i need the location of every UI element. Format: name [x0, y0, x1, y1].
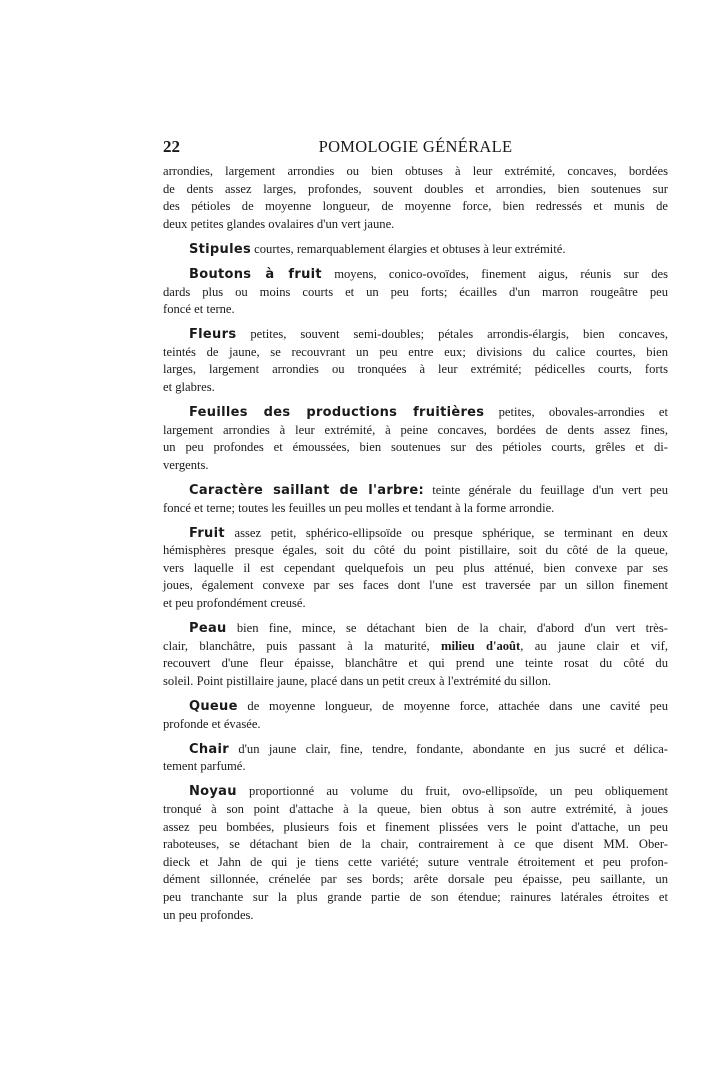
emphasis-text: milieu d'août: [441, 638, 521, 653]
text-line: un peu profondes et émoussées, bien soutenues sur des pétioles courts, grêles et di-: [163, 440, 668, 455]
text-line: recouvert d'une fleur épaisse, blanchâtre et qui prend une teinte rosat du côté du: [163, 656, 668, 671]
text-line: clair, blanchâtre, puis passant à la maturité, milieu d'août, au jaune clair et vif,: [163, 638, 668, 653]
paragraph: [163, 163, 668, 233]
paragraph: [163, 620, 668, 690]
text-line: Chair d'un jaune clair, fine, tendre, fondante, abondante en jus sucré et délica-: [189, 741, 668, 757]
text-line: peu tranchante sur la plus grande partie de son étendue; rainures latérales étroites et: [163, 889, 668, 904]
text-line: Caractère saillant de l'arbre: teinte générale du feuillage d'un vert peu: [189, 483, 668, 498]
text-line: larges, largement arrondies ou tronquées à leur extrémité; pédicelles courts, forts: [163, 362, 668, 377]
section-lead-term: Fleurs: [189, 327, 237, 343]
text-line: un peu profondes.: [163, 907, 254, 922]
text-line: Boutons à fruit moyens, conico-ovoïdes, finement aigus, réunis sur des: [189, 266, 668, 282]
section-lead-term: Noyau: [189, 784, 237, 800]
text-line: vers laquelle il est cependant quelquefois un peu plus atténué, bien convexe par ses: [163, 560, 668, 575]
text-line: Peau bien fine, mince, se détachant bien de la chair, d'abord d'un vert très-: [189, 621, 668, 637]
page-number: 22: [163, 137, 180, 156]
text-line: Queue de moyenne longueur, de moyenne force, attachée dans une cavité peu: [189, 699, 668, 715]
text-line: tement parfumé.: [163, 759, 246, 774]
text-line: dément sillonnée, crénelée par ses bords; arête dorsale peu épaisse, peu saillante, un: [163, 872, 668, 887]
text-line: dards plus ou moins courts et un peu forts; écailles d'un marron rougeâtre peu: [163, 284, 668, 299]
text-line: assez peu bombées, plusieurs fois et finement plissées vers le point d'attache, un peu: [163, 819, 668, 834]
text-line: Feuilles des productions fruitières petites, obovales-arrondies et: [189, 405, 668, 421]
paragraph: [163, 326, 668, 396]
paragraph: [163, 482, 668, 517]
text-line: Noyau proportionné au volume du fruit, ovo-ellipsoïde, un peu obliquement: [189, 784, 668, 800]
text-line: arrondies, largement arrondies ou bien obtuses à leur extrémité, concaves, bordées: [163, 164, 668, 178]
running-title: POMOLOGIE GÉNÉRALE: [318, 137, 513, 156]
section-lead-term: Boutons à fruit: [189, 266, 322, 282]
text-line: teintés de jaune, se recouvrant un peu entre eux; divisions du calice courtes, bien: [163, 344, 668, 359]
section-lead-term: Caractère saillant de l'arbre:: [189, 483, 424, 498]
text-line: et peu profondément creusé.: [163, 596, 306, 611]
text-line: de dents assez larges, profondes, souvent doubles et arrondies, bien soutenues sur: [163, 181, 668, 196]
text-line: vergents.: [163, 457, 209, 472]
text-line: raboteuses, se détachant bien de la chair, contrairement à ce que disent MM. Ober-: [163, 837, 668, 852]
paragraph: [163, 266, 668, 319]
paragraph: [163, 698, 668, 733]
text-line: soleil. Point pistillaire jaune, placé dans un petit creux à l'extrémité du sillon.: [163, 673, 552, 688]
text-line: Fruit assez petit, sphérico-ellipsoïde ou presque sphérique, se terminant en deux: [189, 525, 668, 541]
text-line: dieck et Jahn de qui je tiens cette variété; suture ventrale étroitement et peu profon-: [163, 854, 668, 869]
text-line: profonde et évasée.: [163, 716, 261, 731]
section-lead-term: Fruit: [189, 525, 225, 541]
text-line: foncé et terne.: [163, 302, 235, 317]
paragraph: [163, 741, 668, 776]
text-line: Fleurs petites, souvent semi-doubles; pétales arrondis-élargis, bien concaves,: [189, 327, 668, 343]
paragraph: [163, 241, 668, 259]
section-lead-term: Queue: [189, 699, 238, 715]
text-line: largement arrondies à leur extrémité, à peine concaves, bordées de dents assez fines,: [163, 422, 668, 437]
text-line: Stipules courtes, remarquablement élargies et obtuses à leur extrémité.: [189, 241, 566, 257]
text-line: deux petites glandes ovalaires d'un vert jaune.: [163, 216, 395, 231]
paragraph: [163, 404, 668, 474]
text-line: joues, également convexe par ses faces dont l'une est traversée par un sillon finement: [163, 578, 668, 593]
text-line: foncé et terne; toutes les feuilles un peu molles et tendant à la forme arrondie.: [163, 500, 555, 515]
text-line: hémisphères presque égales, soit du côté du point pistillaire, soit du côté de la queue,: [163, 543, 668, 558]
text-line: des pétioles de moyenne longueur, de moyenne force, bien redressés et munis de: [163, 199, 668, 214]
section-lead-term: Peau: [189, 621, 227, 637]
section-lead-term: Chair: [189, 741, 229, 757]
paragraph: [163, 525, 668, 613]
text-line: tronqué à son point d'attache à la queue, bien obtus à son autre extrémité, à joues: [163, 802, 668, 816]
paragraph: [163, 783, 668, 924]
section-lead-term: Feuilles des productions fruitières: [189, 405, 485, 421]
page-body: [163, 163, 668, 932]
page-header: [163, 137, 668, 159]
text-line: et glabres.: [163, 380, 215, 395]
section-lead-term: Stipules: [189, 241, 252, 257]
